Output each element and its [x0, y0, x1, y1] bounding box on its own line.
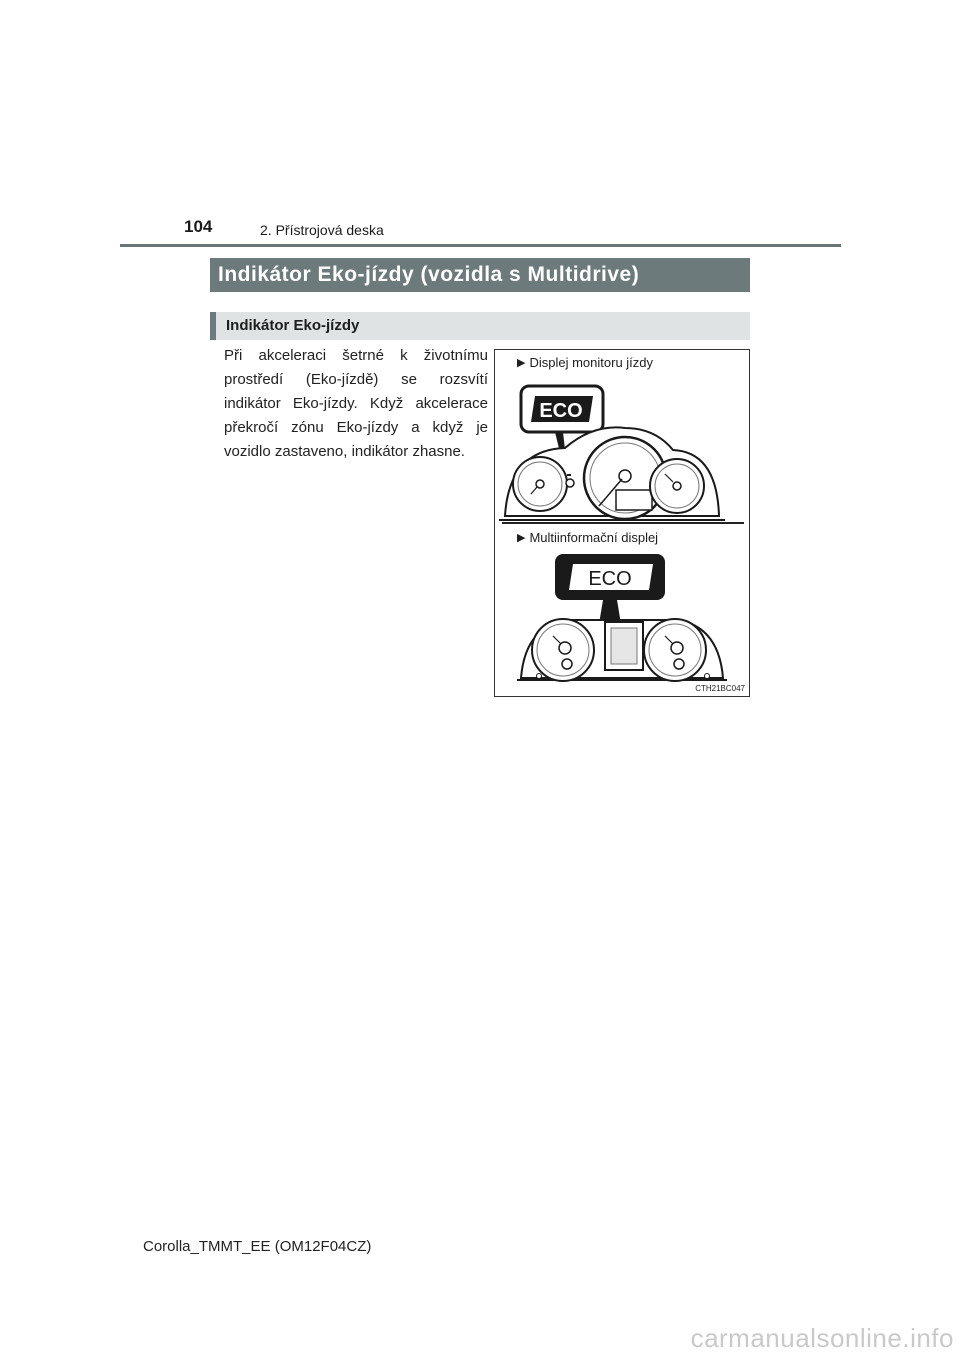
multi-info-display-illustration — [495, 550, 749, 684]
section-title: Indikátor Eko-jízdy (vozidla s Multidrive) — [210, 258, 750, 292]
subsection-title: Indikátor Eko-jízdy — [210, 312, 750, 340]
caption-text: Displej monitoru jízdy — [529, 355, 654, 370]
eco-label-1: ECO — [539, 400, 583, 422]
footer-doc-id: Corolla_TMMT_EE (OM12F04CZ) — [143, 1238, 372, 1255]
drive-monitor-illustration — [495, 378, 749, 522]
caption-text: Multiinformační displej — [529, 530, 659, 545]
eco-label-2: ECO — [588, 568, 632, 590]
figure-divider — [502, 522, 744, 524]
caption-multi-info-display — [517, 530, 658, 545]
page-number: 104 — [184, 217, 213, 236]
header-rule — [120, 244, 841, 247]
triangle-right-icon: ▶ — [517, 532, 526, 544]
caption-drive-monitor — [517, 355, 653, 370]
chapter-title: 2. Přístrojová deska — [260, 222, 384, 238]
figure-code: CTH21BC047 — [695, 684, 745, 693]
watermark: carmanualsonline.info — [690, 1323, 954, 1353]
triangle-right-icon: ▶ — [517, 357, 526, 369]
body-paragraph: Při akceleraci šetrné k životnímu prostředí (Eko-jízdě) se rozsvítí indikátor Eko-jízdy. Když akcelerace překročí zónu Eko-jízdy a když je vozidlo zastaveno, indikátor zhasne. — [224, 347, 488, 460]
eco-indicator-figure — [494, 349, 750, 697]
